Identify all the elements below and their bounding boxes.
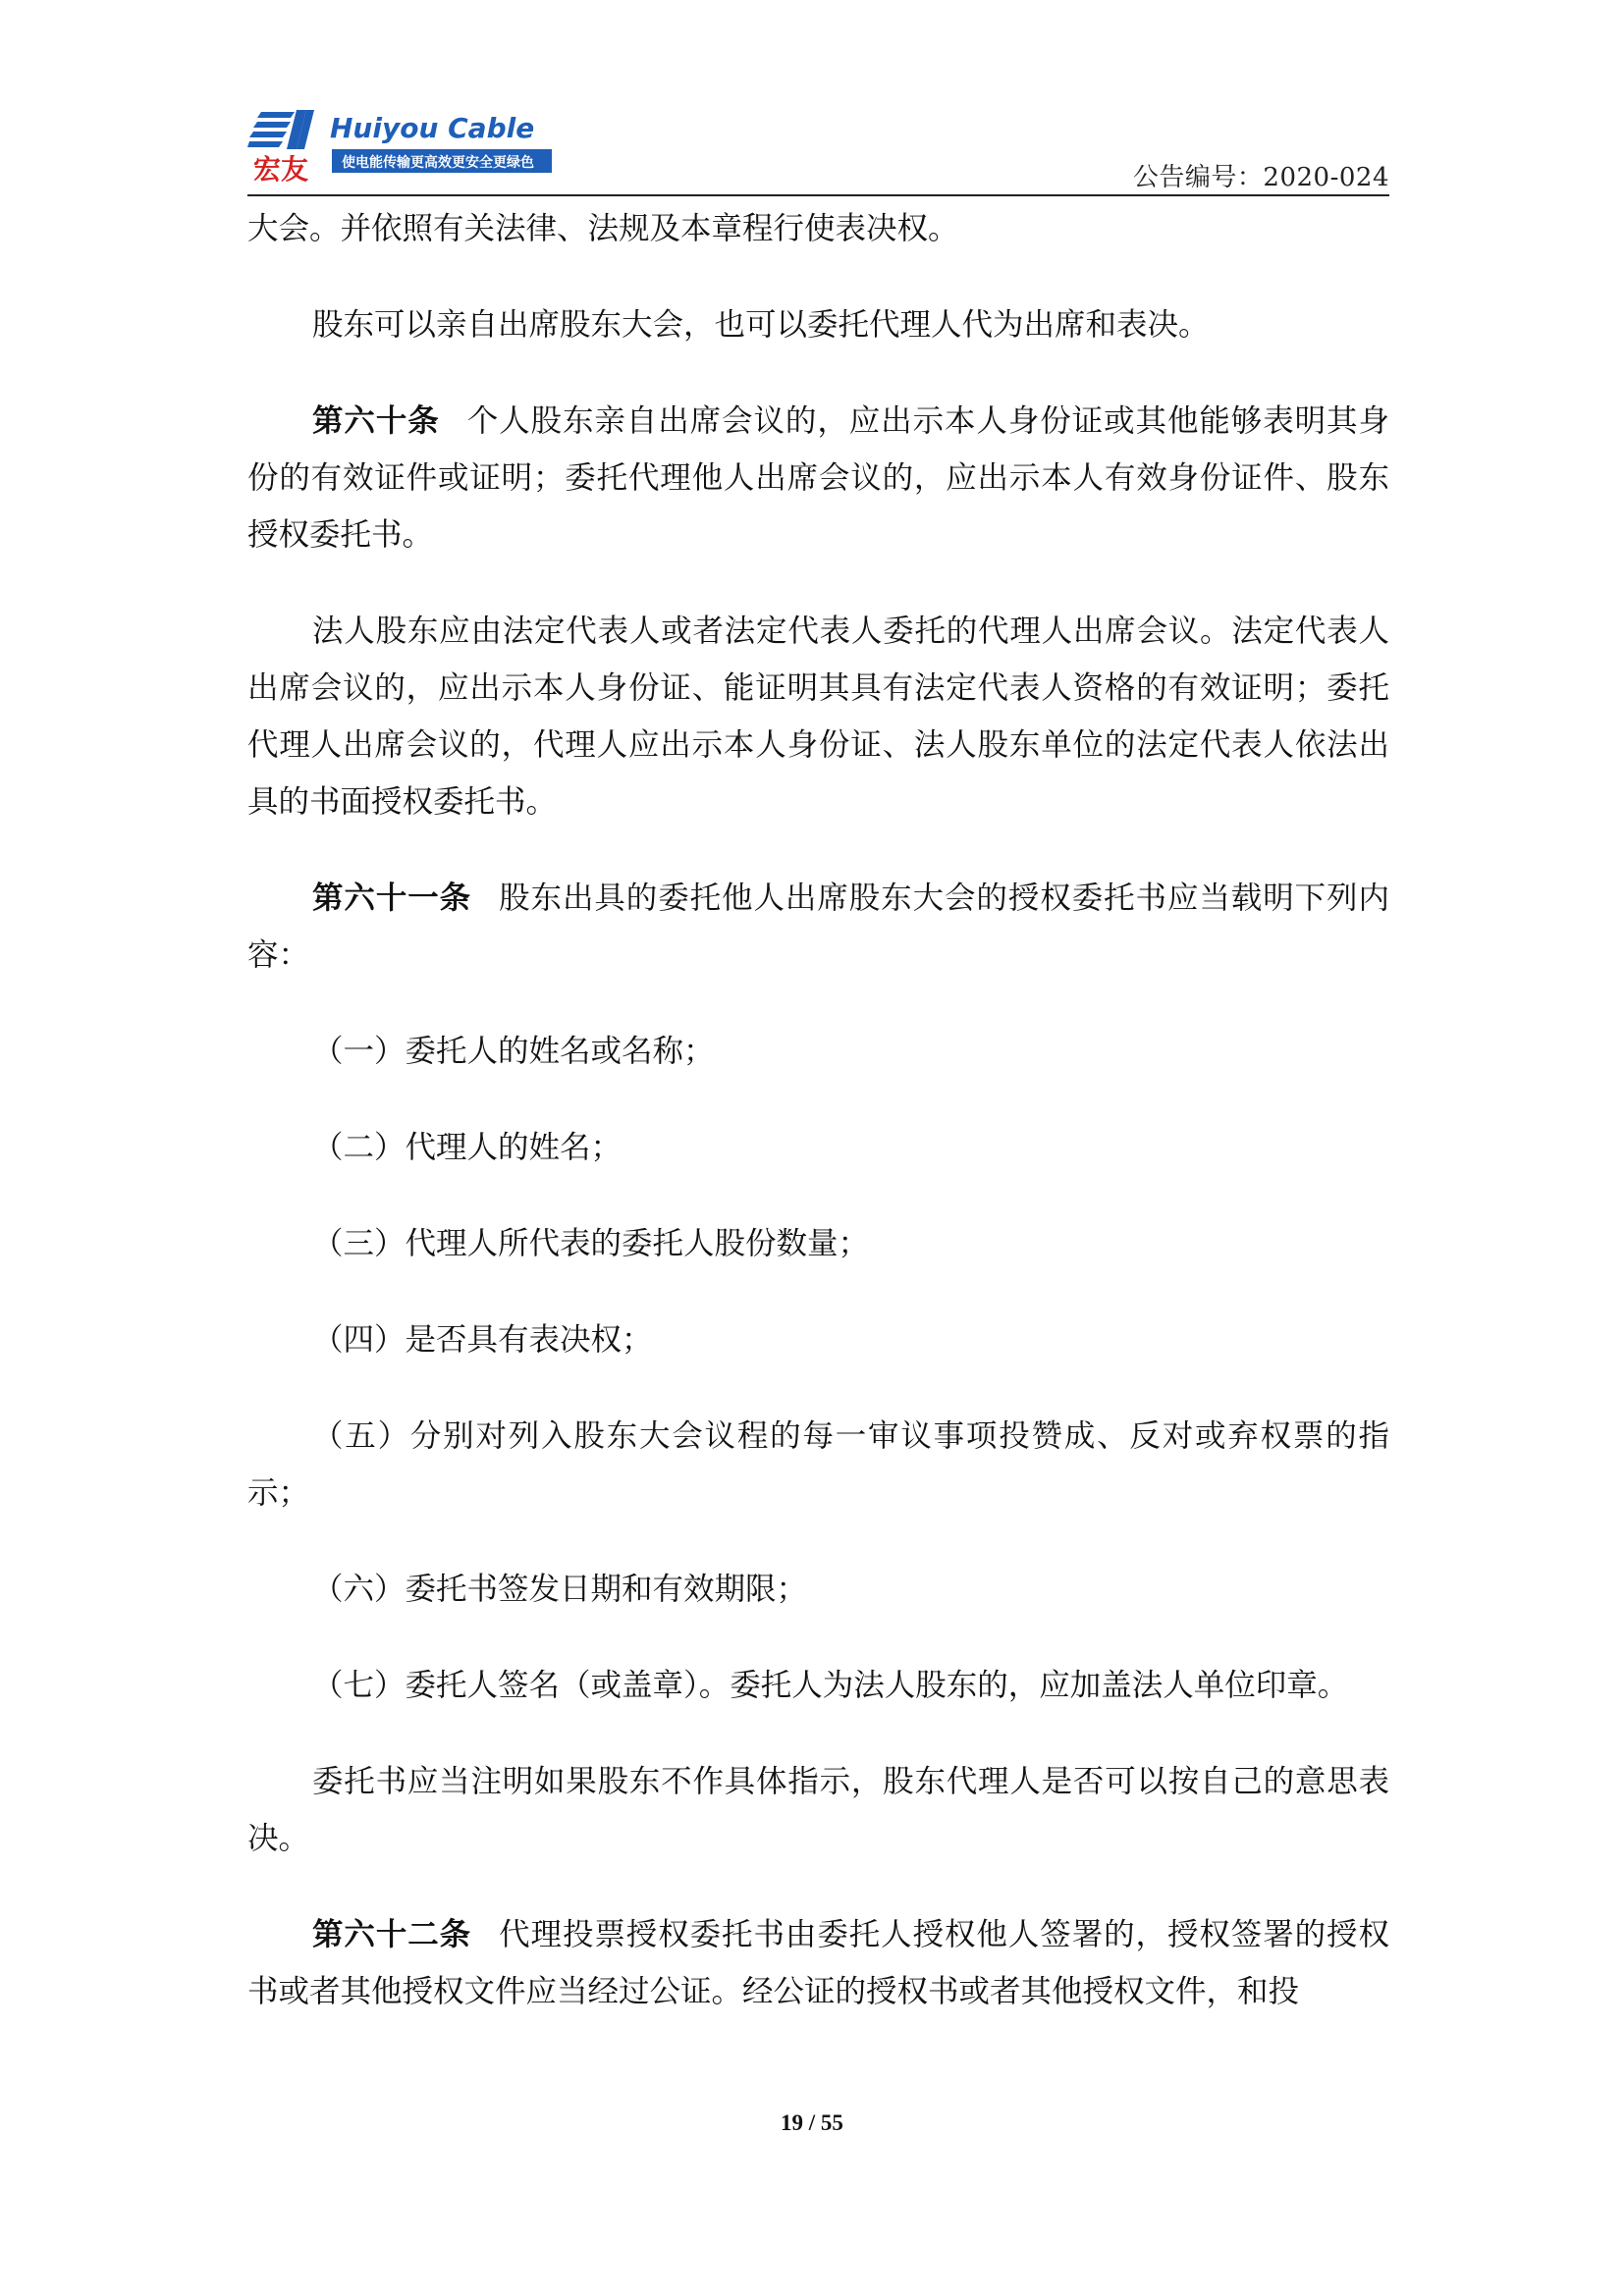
paragraph [247,603,1389,830]
document-body [247,200,1389,2059]
svg-text:宏友: 宏友 [253,153,309,185]
list-item [247,1561,1389,1618]
list-item [247,1119,1389,1176]
list-item-text: （四）是否具有表决权； [312,1322,653,1358]
paragraph-text: 股东出具的委托他人出席股东大会的授权委托书应当载明下列内容： [247,881,1389,973]
list-item [247,1657,1389,1714]
list-item [247,1023,1389,1080]
paragraph-text: 委托书应当注明如果股东不作具体指示，股东代理人是否可以按自己的意思表决。 [247,1764,1389,1856]
paragraph [247,200,1389,257]
paragraph [247,1753,1389,1867]
svg-text:使电能传输更高效更安全更绿色: 使电能传输更高效更安全更绿色 [342,155,534,171]
list-item-text: （七）委托人签名（或盖章）。委托人为法人股东的，应加盖法人单位印章。 [312,1668,1349,1703]
paragraph-text: 大会。并依照有关法律、法规及本章程行使表决权。 [247,211,959,246]
header-divider [247,194,1389,196]
paragraph-text: 法人股东应由法定代表人或者法定代表人委托的代理人出席会议。法定代表人出席会议的，应出示本人身份证、能证明其具有法定代表人资格的有效证明；委托代理人出席会议的，代理人应出示本人身份证、法人股东单位的法定代表人依法出具的书面授权委托书。 [247,614,1389,820]
list-item-text: （五）分别对列入股东大会议程的每一审议事项投赞成、反对或弃权票的指示； [247,1418,1389,1511]
announcement-number: 公告编号：2020-024 [1132,163,1389,192]
page-header [247,106,1389,196]
article-number: 第六十二条 [312,1916,472,1952]
list-item-text: （三）代理人所代表的委托人股份数量； [312,1226,870,1261]
list-item [247,1311,1389,1368]
list-item-text: （一）委托人的姓名或名称； [312,1034,715,1069]
paragraph-text: 代理投票授权委托书由委托人授权他人签署的，授权签署的授权书或者其他授权文件应当经过公证。经公证的授权书或者其他授权文件，和投 [247,1917,1389,2009]
list-item [247,1215,1389,1272]
huiyou-cable-logo-icon [247,106,562,185]
svg-text:Huiyou Cable: Huiyou Cable [330,112,535,144]
list-item [247,1408,1389,1522]
article-number: 第六十条 [312,402,440,439]
article-number: 第六十一条 [312,880,472,916]
article-61 [247,870,1389,984]
article-60 [247,393,1389,563]
article-62 [247,1906,1389,2020]
paragraph [247,296,1389,353]
company-logo [247,106,562,185]
page-number: 19 / 55 [781,2110,843,2135]
paragraph-text: 股东可以亲自出席股东大会，也可以委托代理人代为出席和表决。 [312,307,1210,343]
list-item-text: （二）代理人的姓名； [312,1130,623,1165]
list-item-text: （六）委托书签发日期和有效期限； [312,1572,808,1607]
paragraph-text: 个人股东亲自出席会议的，应出示本人身份证或其他能够表明其身份的有效证件或证明；委托代理他人出席会议的，应出示本人有效身份证件、股东授权委托书。 [247,403,1389,553]
